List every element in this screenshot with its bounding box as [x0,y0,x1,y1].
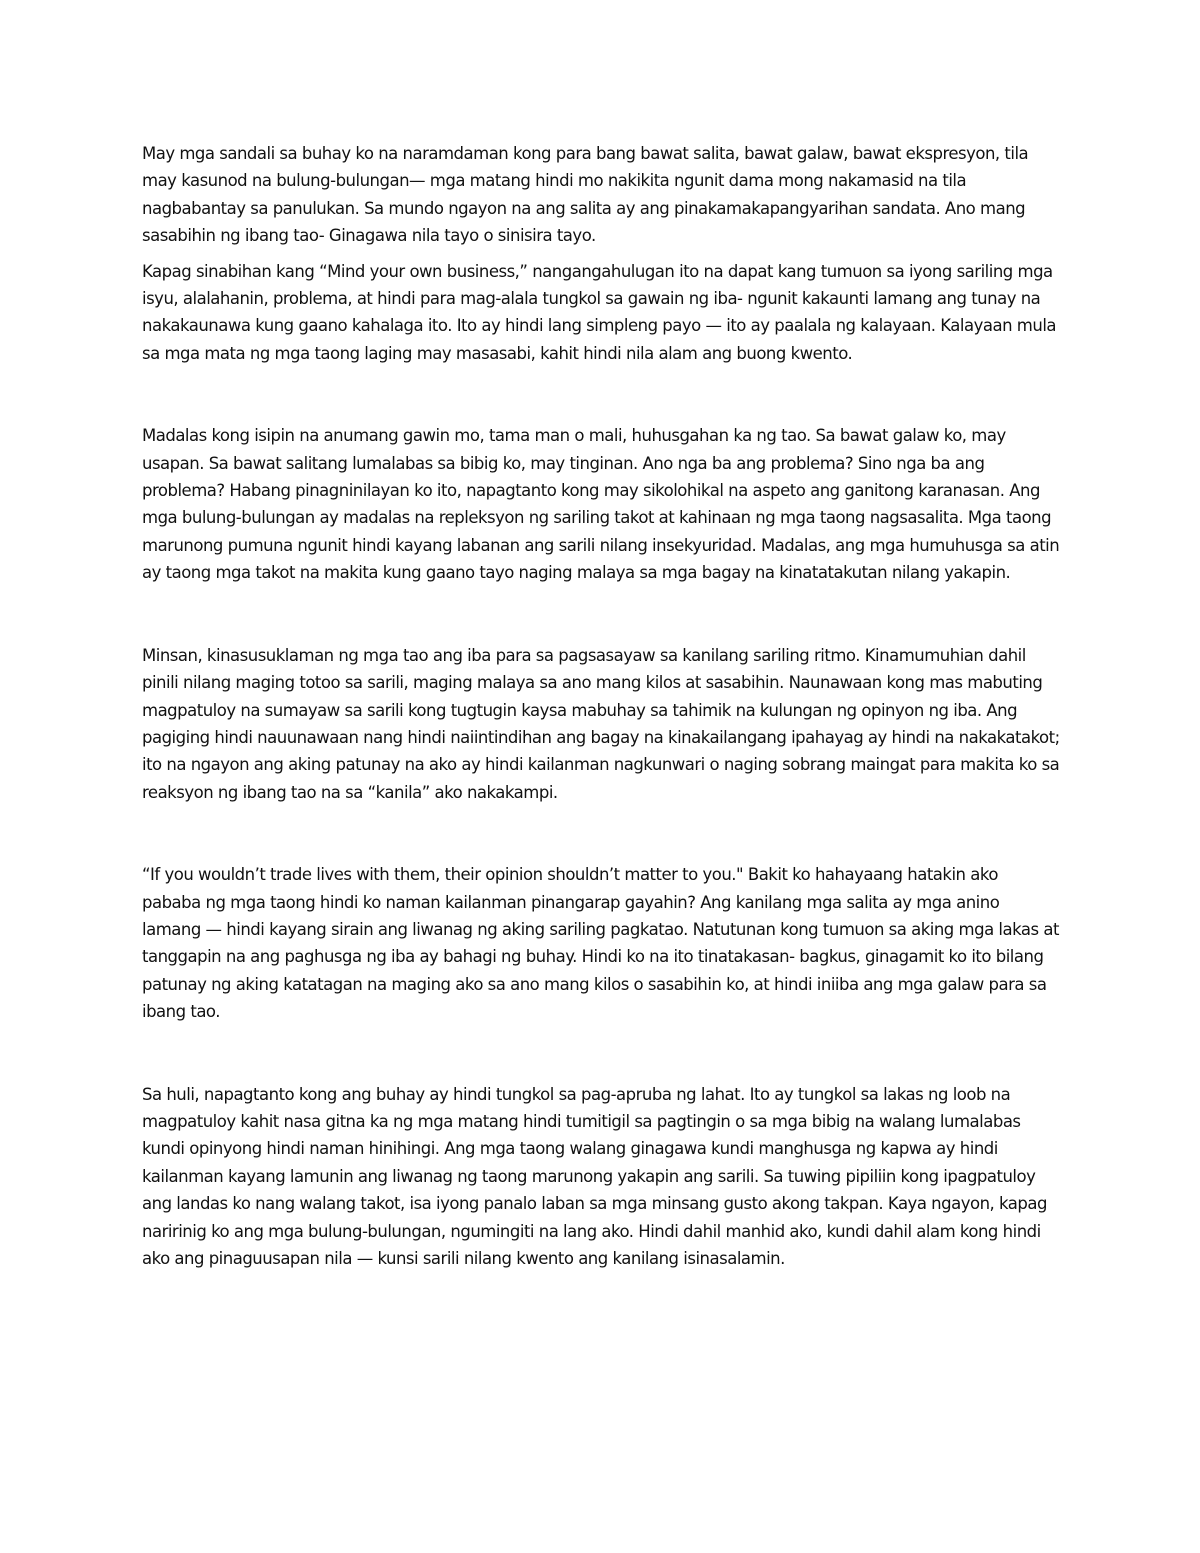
paragraph-spacer [142,806,1060,861]
paragraph-spacer [142,587,1060,642]
paragraph-6: Sa huli, napagtanto kong ang buhay ay hindi tungkol sa pag-apruba ng lahat. Ito ay tungkol sa lakas ng loob na magpatuloy kahit nasa gitna ka ng mga matang hindi tumitigil sa pagtingin o sa mga bibig na walang lumalabas kundi opinyong hindi naman hinihingi. Ang mga taong walang ginagawa kundi manghusga ng kapwa ay hindi kailanman kayang lamunin ang liwanag ng taong marunong yakapin ang sarili. Sa tuwing pipiliin kong ipagpatuloy ang landas ko nang walang takot, isa iyong panalo laban sa mga minsang gusto akong takpan. Kaya ngayon, kapag naririnig ko ang mga bulung-bulungan, ngumingiti na lang ako. Hindi dahil manhid ako, kundi dahil alam kong hindi ako ang pinaguusapan nila — kunsi sarili nilang kwento ang kanilang isinasalamin. [142,1084,1047,1268]
paragraph-spacer [142,1026,1060,1081]
paragraph-spacer [142,250,1060,258]
paragraph-4: Minsan, kinasusuklaman ng mga tao ang iba para sa pagsasayaw sa kanilang sariling ritmo. Kinamumuhian dahil pinili nilang maging totoo sa sarili, maging malaya sa ano mang kilos at sasabihin. Naunawaan kong mas mabuting magpatuloy na sumayaw sa sarili kong tugtugin kaysa mabuhay sa tahimik na kulungan ng opinyon ng iba. Ang pagiging hindi nauunawaan nang hindi naiintindihan ang bagay na kinakailangang ipahayag ay hindi na nakakatakot; ito na ngayon ang aking patunay na ako ay hindi kailanman nagkunwari o naging sobrang maingat para makita ko sa reaksyon ng ibang tao na sa “kanila” ako nakakampi. [142,645,1060,802]
paragraph-1: May mga sandali sa buhay ko na naramdaman kong para bang bawat salita, bawat galaw, bawat ekspresyon, tila may kasunod na bulung-bulungan— mga matang hindi mo nakikita ngunit dama mong nakamasid na tila nagbabantay sa panulukan. Sa mundo ngayon na ang salita ay ang pinakamakapangyarihan sandata. Ano mang sasabihin ng ibang tao- Ginagawa nila tayo o sinisira tayo. [142,144,1029,246]
paragraph-2: Kapag sinabihan kang “Mind your own business,” nangangahulugan ito na dapat kang tumuon sa iyong sariling mga isyu, alalahanin, problema, at hindi para mag-alala tungkol sa gawain ng iba- ngunit kakaunti lamang ang tunay na nakakaunawa kung gaano kahalaga ito. Ito ay hindi lang simpleng payo — ito ay paalala ng kalayaan. Kalayaan mula sa mga mata ng mga taong laging may masasabi, kahit hindi nila alam ang buong kwento. [142,261,1057,363]
paragraph-5: “If you wouldn’t trade lives with them, their opinion shouldn’t matter to you." Bakit ko hahayaang hatakin ako pababa ng mga taong hindi ko naman kailanman pinangarap gayahin? Ang kanilang mga salita ay mga anino lamang — hindi kayang sirain ang liwanag ng aking sariling pagkatao. Natutunan kong tumuon sa aking mga lakas at tanggapin na ang paghusga ng iba ay bahagi ng buhay. Hindi ko na ito tinatakasan- bagkus, ginagamit ko ito bilang patunay ng aking katatagan na maging ako sa ano mang kilos o sasabihin ko, at hindi iniiba ang mga galaw para sa ibang tao. [142,865,1059,1022]
paragraph-3: Madalas kong isipin na anumang gawin mo, tama man o mali, huhusgahan ka ng tao. Sa bawat galaw ko, may usapan. Sa bawat salitang lumalabas sa bibig ko, may tinginan. Ano nga ba ang problema? Sino nga ba ang problema? Habang pinagninilayan ko ito, napagtanto kong may sikolohikal na aspeto ang ganitong karanasan. Ang mga bulung-bulungan ay madalas na repleksyon ng sariling takot at kahinaan ng mga taong nagsasalita. Mga taong marunong pumuna ngunit hindi kayang labanan ang sarili nilang insekyuridad. Madalas, ang mga humuhusga sa atin ay taong mga takot na makita kung gaano tayo naging malaya sa mga bagay na kinatatakutan nilang yakapin. [142,426,1060,583]
document-body [142,140,1060,1272]
paragraph-spacer [142,367,1060,422]
